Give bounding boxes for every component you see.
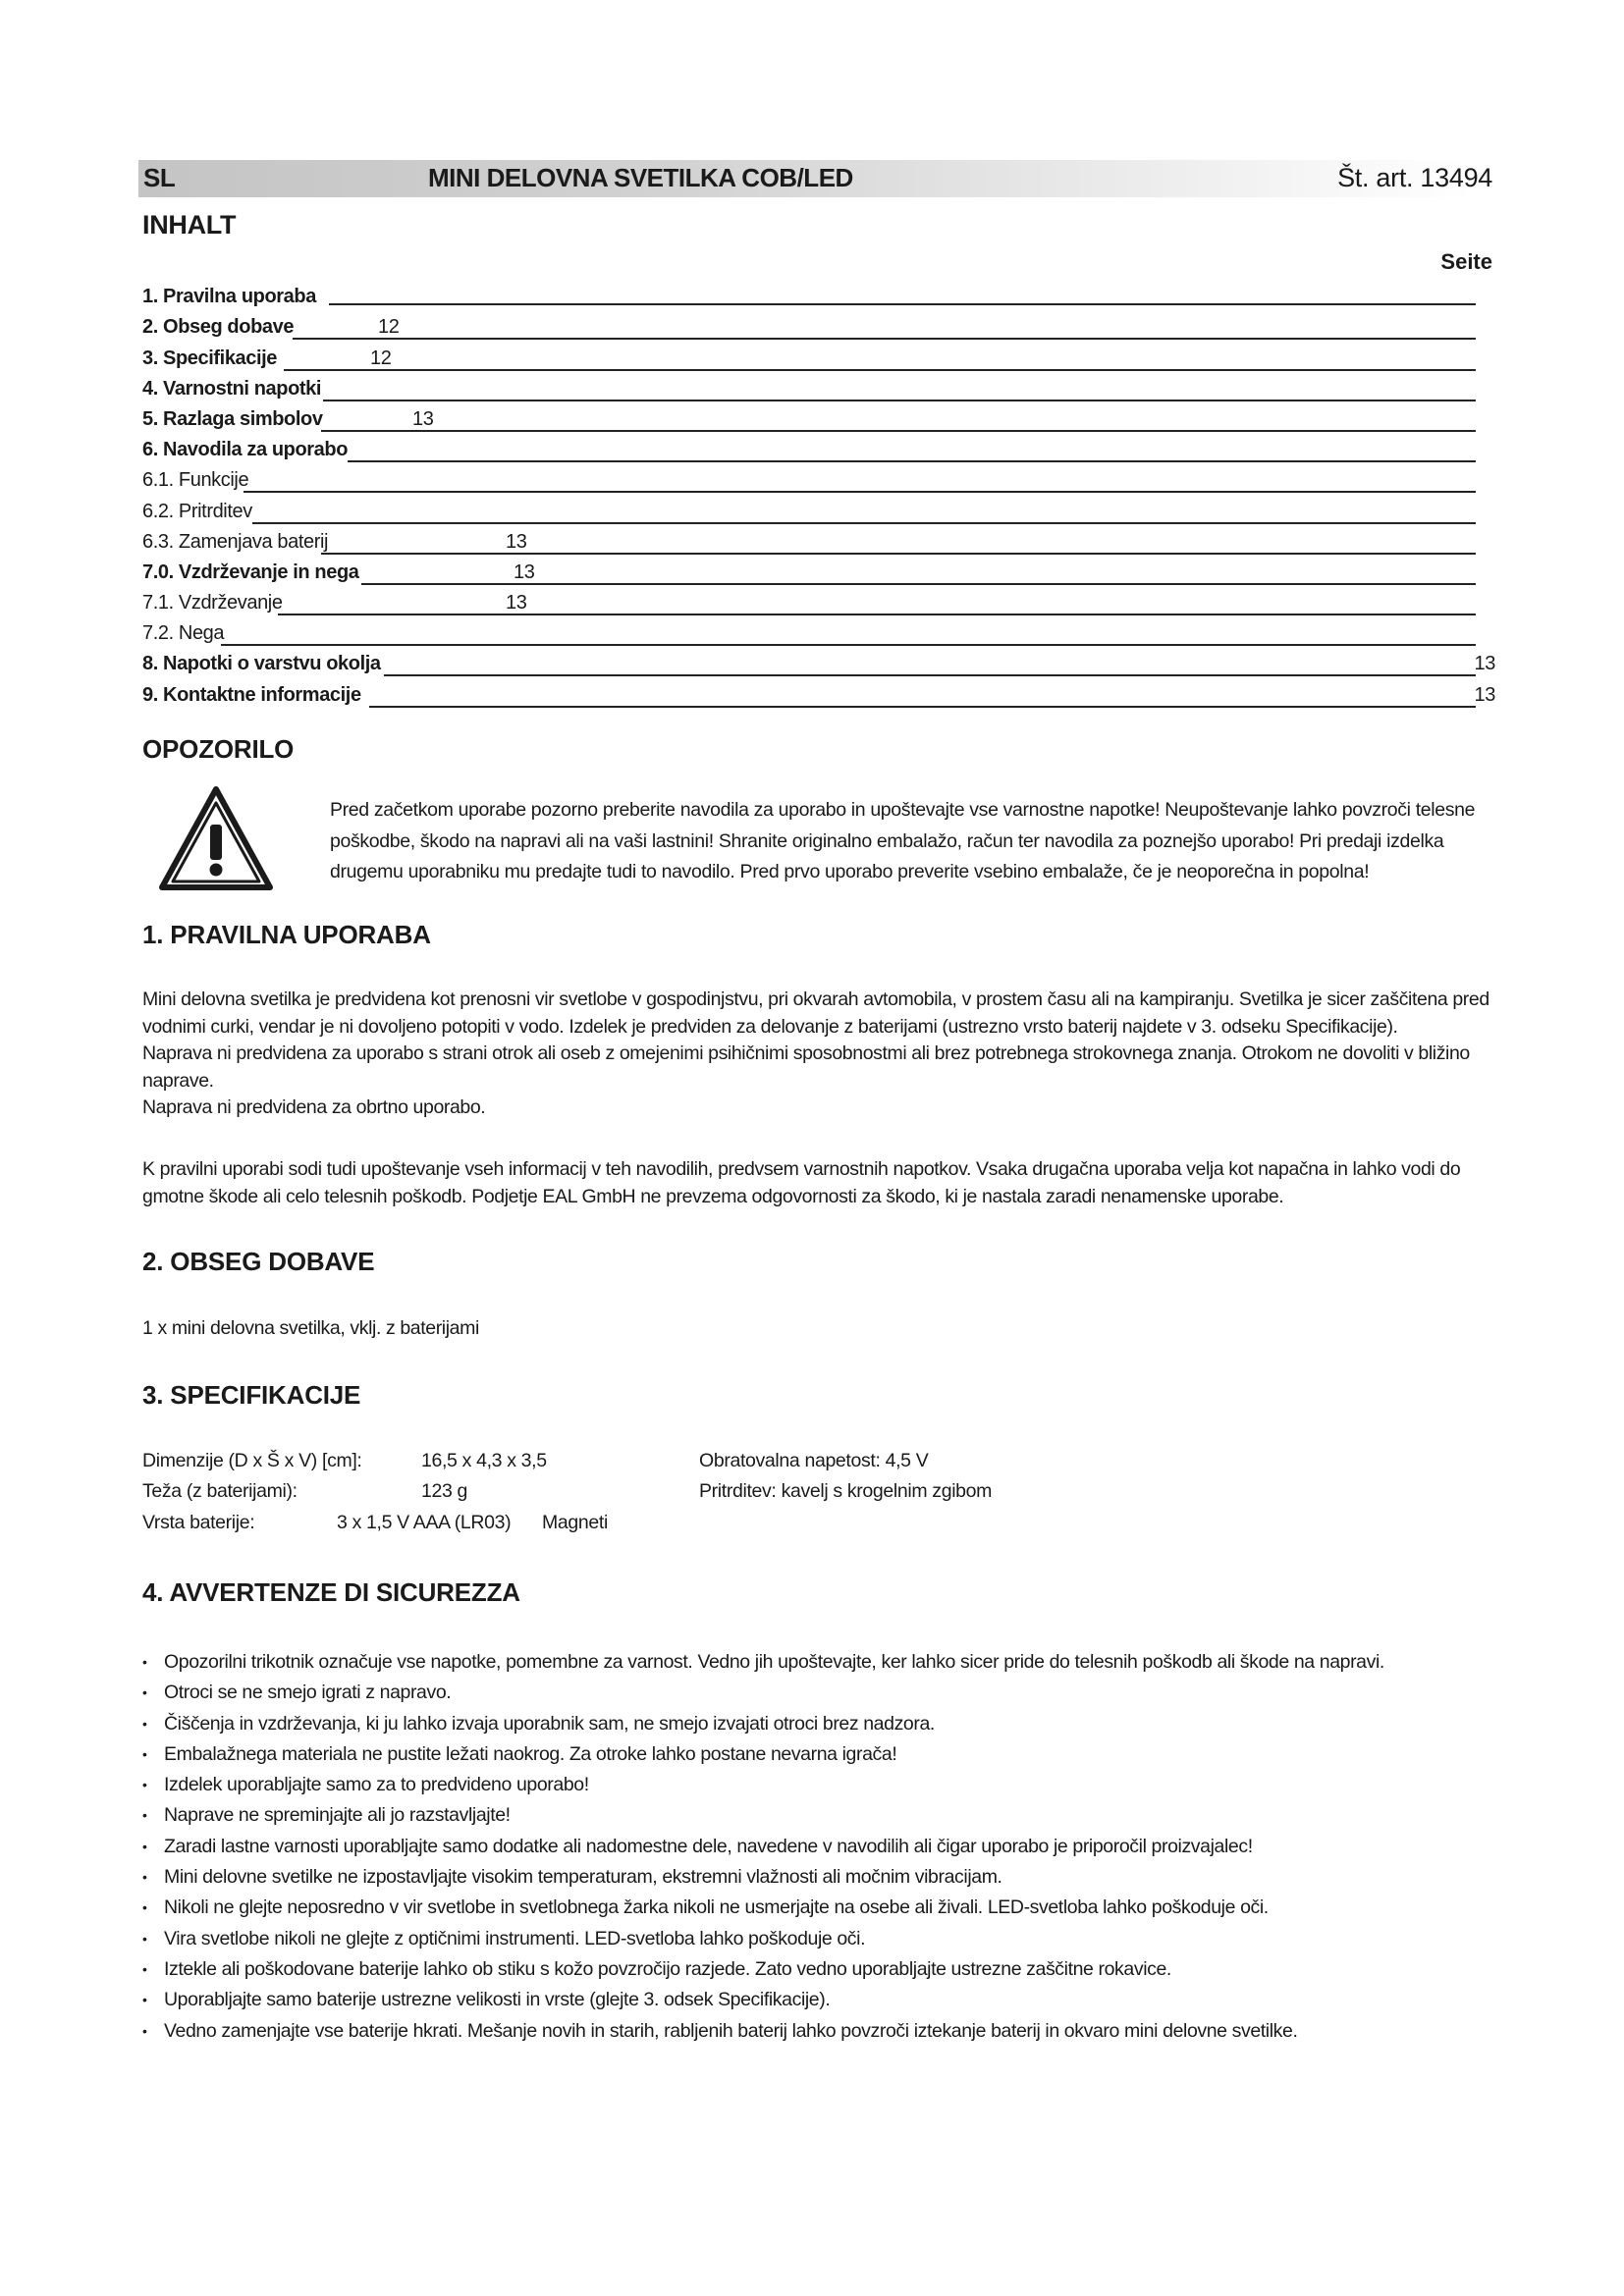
toc-entry[interactable] [142, 524, 1495, 555]
spec-battery-label: Vrsta baterije: [142, 1512, 255, 1533]
toc-entry-title: 8. Napotki o varstvu okolja [142, 653, 381, 675]
safety-list [142, 1647, 1497, 2047]
paragraph-intended-use: Mini delovna svetilka je predvidena kot prenosni vir svetlobe v gospodinjstvu, pri okvarah avtomobila, v prostem času ali na kampiranju. Svetilka je sicer zaščitena pred vodnimi curki, vendar je ni dovoljeno potopiti v vodo. Izdelek je predviden za delovanje z baterijami (ustrezno vrsto baterij najdete v 3. odseku Specifikacije). [142, 988, 1489, 1038]
spec-dimensions-label: Dimenzije (D x Š x V) [cm]: [142, 1450, 362, 1471]
spec-voltage: Obratovalna napetost: 4,5 V [699, 1450, 929, 1471]
toc-entry-title: 2. Obseg dobave [142, 316, 295, 339]
list-item: • Mini delovne svetilke ne izpostavljajte visokim temperaturam, ekstremni vlažnosti ali močnim vibracijam. [142, 1862, 1497, 1893]
toc-entry-page: 12 [370, 347, 392, 369]
toc-leader-line [369, 706, 1476, 708]
toc-entry-page: 13 [514, 561, 535, 583]
section-4-heading: 4. AVVERTENZE DI SICUREZZA [142, 1577, 520, 1607]
list-item: • Uporabljajte samo baterije ustrezne velikosti in vrste (glejte 3. odsek Specifikacije). [142, 1985, 1497, 2015]
toc-entry-title: 5. Razlaga simbolov [142, 407, 323, 430]
list-item: • Izdelek uporabljajte samo za to predvideno uporabo! [142, 1770, 1497, 1800]
spec-battery-value: 3 x 1,5 V AAA (LR03) [337, 1512, 512, 1533]
list-item: • Embalažnega materiala ne pustite ležati naokrog. Za otroke lahko postane nevarna igrača! [142, 1739, 1497, 1770]
toc-entry[interactable] [142, 279, 1495, 309]
toc-entry-title: 6.2. Pritrditev [142, 500, 252, 522]
toc-entry[interactable] [142, 401, 1495, 432]
paragraph-commercial: Naprava ni predvidena za obrtno uporabo. [142, 1096, 486, 1118]
toc-entry-title: 7.2. Nega [142, 622, 225, 645]
toc-entry[interactable] [142, 432, 1495, 462]
toc-entry-page: 13 [412, 407, 434, 430]
language-code: SL [143, 163, 176, 192]
table-of-contents [142, 279, 1495, 708]
spec-mounting: Pritrditev: kavelj s krogelnim zgibom [699, 1480, 993, 1502]
toc-entry[interactable] [142, 615, 1495, 646]
toc-entry[interactable] [142, 462, 1495, 493]
paragraph-liability: K pravilni uporabi sodi tudi upoštevanje vseh informacij v teh navodilih, predvsem varnostnih napotkov. Vsaka drugačna uporaba velja kot napačna in lahko vodi do gmotne škode ali celo telesnih poškodb. Podjetje EAL GmbH ne prevzema odgovornosti za škodo, ki je nastala zaradi nenamenske uporabe. [142, 1158, 1461, 1207]
toc-entry[interactable] [142, 309, 1495, 340]
warning-text: Pred začetkom uporabe pozorno preberite navodila za uporabo in upoštevajte vse varnostne napotke! Neupoštevanje lahko povzroči telesne poškodbe, škodo na napravi ali na vaši lastnini! Shranite originalno embalažo, račun ter navodila za poznejšo uporabo! Pri predaji izdelka drugemu uporabniku mu predajte tudi to navodilo. Pred prvo uporabo preverite vsebino embalaže, če je neoporečna in popolna! [330, 799, 1476, 882]
toc-page-label: Seite [1440, 249, 1492, 274]
toc-entry[interactable] [142, 646, 1495, 676]
toc-entry-page: 13 [1474, 653, 1495, 675]
list-item: • Zaradi lastne varnosti uporabljajte samo dodatke ali nadomestne dele, navedene v navodilih ali čigar uporabo je priporočil proizvajalec! [142, 1832, 1497, 1862]
toc-entry-title: 3. Specifikacije [142, 347, 278, 369]
toc-entry[interactable] [142, 493, 1495, 523]
spec-magnets: Magneti [542, 1512, 608, 1533]
toc-entry-title: 9. Kontaktne informacije [142, 683, 361, 706]
list-item: • Vira svetlobe nikoli ne glejte z optičnimi instrumenti. LED-svetloba lahko poškoduje oči. [142, 1924, 1497, 1954]
toc-heading: INHALT [142, 210, 237, 240]
paragraph-children: Naprava ni predvidena za uporabo s strani otrok ali oseb z omejenimi psihičnimi sposobnostmi ali brez potrebnega strokovnega znanja. Otrokom ne dovoliti v bližino naprave. [142, 1042, 1470, 1092]
warning-heading: OPOZORILO [142, 734, 295, 764]
list-item: • Naprave ne spreminjajte ali jo razstavljajte! [142, 1800, 1497, 1831]
warning-triangle-icon [158, 785, 274, 891]
list-item: • Opozorilni trikotnik označuje vse napotke, pomembne za varnost. Vedno jih upoštevajte, ker lahko sicer pride do telesnih poškodb ali škode na napravi. [142, 1647, 1497, 1678]
toc-entry-title: 7.1. Vzdrževanje [142, 592, 283, 614]
toc-entry[interactable] [142, 371, 1495, 401]
toc-entry[interactable] [142, 340, 1495, 370]
section-1-paragraph [142, 987, 1497, 1122]
spec-dimensions-value: 16,5 x 4,3 x 3,5 [421, 1450, 547, 1471]
toc-entry-title: 6.1. Funkcije [142, 469, 249, 492]
list-item: • Iztekle ali poškodovane baterije lahko ob stiku s kožo povzročijo razjede. Zato vedno uporabljajte ustrezne zaščitne rokavice. [142, 1954, 1497, 1985]
toc-entry[interactable] [142, 555, 1495, 585]
toc-entry-page: 13 [506, 592, 527, 614]
list-item: • Čiščenja in vzdrževanja, ki ju lahko izvaja uporabnik sam, ne smejo izvajati otroci brez nadzora. [142, 1709, 1497, 1739]
list-item: • Otroci se ne smejo igrati z napravo. [142, 1678, 1497, 1708]
document-title: MINI DELOVNA SVETILKA COB/LED [428, 163, 853, 192]
toc-entry-title: 6. Navodila za uporabo [142, 439, 349, 461]
section-2-heading: 2. OBSEG DOBAVE [142, 1247, 375, 1276]
toc-leader-line [329, 303, 1476, 305]
toc-entry-page: 13 [506, 530, 527, 553]
toc-entry-page: 12 [378, 316, 400, 339]
list-item: • Vedno zamenjajte vse baterije hkrati. Mešanje novih in starih, rabljenih baterij lahko povzroči iztekanje baterij in okvaro mini delovne svetilke. [142, 2016, 1497, 2047]
toc-entry-title: 7.0. Vzdrževanje in nega [142, 561, 359, 583]
toc-entry-title: 4. Varnostni napotki [142, 377, 322, 400]
scope-of-delivery-text: 1 x mini delovna svetilka, vklj. z baterijami [142, 1317, 479, 1339]
section-1-heading: 1. PRAVILNA UPORABA [142, 920, 431, 949]
toc-entry-page: 13 [1474, 683, 1495, 706]
toc-entry[interactable] [142, 585, 1495, 615]
toc-entry-title: 6.3. Zamenjava baterij [142, 530, 329, 553]
list-item: • Nikoli ne glejte neposredno v vir svetlobe in svetlobnega žarka nikoli ne usmerjajte na osebe ali živali. LED-svetloba lahko poškoduje oči. [142, 1893, 1497, 1923]
toc-entry[interactable] [142, 676, 1495, 707]
article-number: Št. art. 13494 [1337, 163, 1492, 192]
spec-weight-label: Teža (z baterijami): [142, 1480, 298, 1502]
section-3-heading: 3. SPECIFIKACIJE [142, 1380, 361, 1410]
toc-entry-title: 1. Pravilna uporaba [142, 286, 316, 308]
spec-weight-value: 123 g [421, 1480, 468, 1502]
